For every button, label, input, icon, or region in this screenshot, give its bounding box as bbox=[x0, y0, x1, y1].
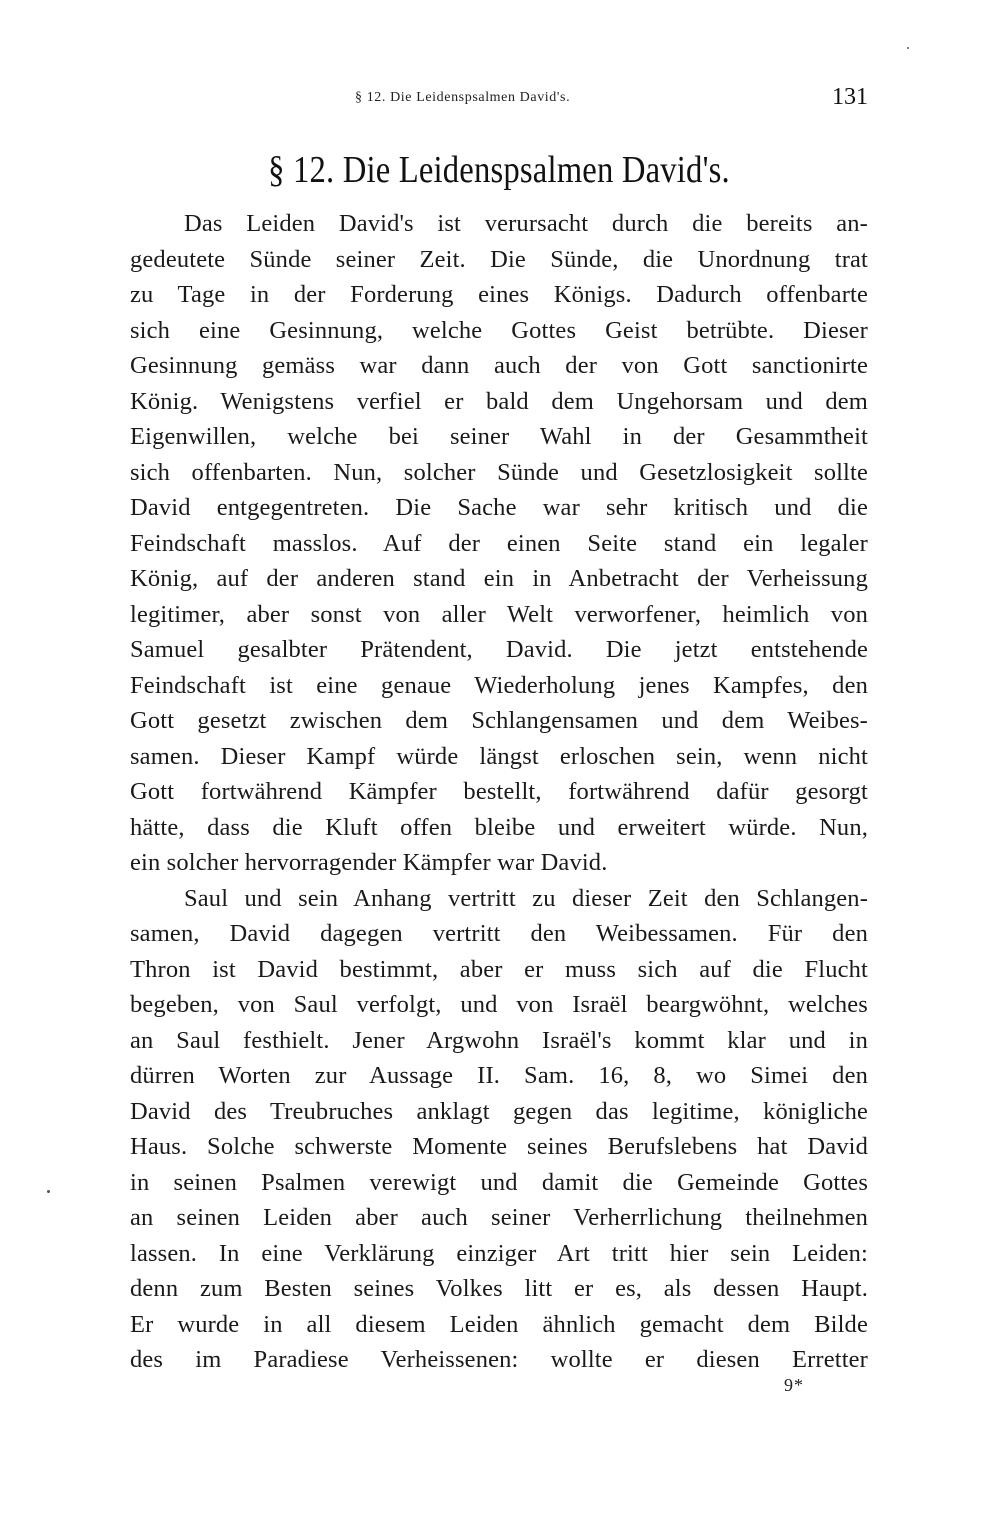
text-line: Er wurde in all diesem Leiden ähnlich gemacht dem Bilde bbox=[130, 1310, 868, 1338]
text-line: König, auf der anderen stand ein in Anbetracht der Verheissung bbox=[130, 565, 868, 592]
text-line: sich offenbarten. Nun, solcher Sünde und Gesetzlosigkeit sollte bbox=[130, 458, 868, 486]
page-number: 131 bbox=[832, 84, 868, 110]
text-line: ein solcher hervorragender Kämpfer war David. bbox=[130, 849, 608, 876]
ink-speck bbox=[907, 47, 909, 49]
text-line: David des Treubruches anklagt gegen das legitime, königliche bbox=[130, 1097, 868, 1125]
text-line: sich eine Gesinnung, welche Gottes Geist betrübte. Dieser bbox=[130, 316, 868, 344]
text-line: Samuel gesalbter Prätendent, David. Die jetzt entstehende bbox=[130, 636, 868, 663]
text-line: denn zum Besten seines Volkes litt er es, als dessen Haupt. bbox=[130, 1275, 868, 1302]
paragraph-2 bbox=[130, 881, 868, 1378]
text-line: hätte, dass die Kluft offen bleibe und erweitert würde. Nun, bbox=[130, 813, 868, 841]
text-line: Eigenwillen, welche bei seiner Wahl in der Gesammtheit bbox=[130, 423, 868, 450]
text-line: Feindschaft masslos. Auf der einen Seite stand ein legaler bbox=[130, 529, 868, 557]
signature-mark: 9* bbox=[784, 1375, 804, 1395]
text-line: an seinen Leiden aber auch seiner Verherrlichung theilnehmen bbox=[130, 1204, 868, 1231]
text-line: legitimer, aber sonst von aller Welt verworfener, heimlich von bbox=[130, 600, 868, 628]
text-line: Saul und sein Anhang vertritt zu dieser Zeit den Schlangen- bbox=[184, 884, 868, 912]
text-line: gedeutete Sünde seiner Zeit. Die Sünde, die Unordnung trat bbox=[130, 245, 868, 273]
running-head bbox=[130, 84, 868, 112]
text-line: König. Wenigstens verfiel er bald dem Ungehorsam und dem bbox=[130, 387, 868, 415]
text-line: Gesinnung gemäss war dann auch der von Gott sanctionirte bbox=[130, 352, 868, 379]
text-line: des im Paradiese Verheissenen: wollte er diesen Erretter bbox=[130, 1346, 868, 1373]
text-line: Thron ist David bestimmt, aber er muss sich auf die Flucht bbox=[130, 955, 868, 983]
text-line: Feindschaft ist eine genaue Wiederholung jenes Kampfes, den bbox=[130, 671, 868, 699]
text-line: David entgegentreten. Die Sache war sehr kritisch und die bbox=[130, 494, 868, 521]
text-line: Gott fortwährend Kämpfer bestellt, fortwährend dafür gesorgt bbox=[130, 778, 868, 805]
text-line: samen. Dieser Kampf würde längst erloschen sein, wenn nicht bbox=[130, 742, 868, 770]
text-line: an Saul festhielt. Jener Argwohn Israël's kommt klar und in bbox=[130, 1026, 868, 1054]
text-line: in seinen Psalmen verewigt und damit die Gemeinde Gottes bbox=[130, 1168, 868, 1196]
text-line: Das Leiden David's ist verursacht durch die bereits an- bbox=[184, 210, 868, 237]
body-text bbox=[130, 206, 868, 1378]
text-line: begeben, von Saul verfolgt, und von Israël beargwöhnt, welches bbox=[130, 991, 868, 1018]
ink-speck bbox=[47, 1190, 50, 1193]
text-line: samen, David dagegen vertritt den Weibessamen. Für den bbox=[130, 920, 868, 947]
text-line: lassen. In eine Verklärung einziger Art tritt hier sein Leiden: bbox=[130, 1239, 868, 1267]
chapter-title: § 12. Die Leidenspsalmen David's. bbox=[268, 149, 730, 191]
text-line: Gott gesetzt zwischen dem Schlangensamen und dem Weibes- bbox=[130, 707, 868, 734]
text-line: dürren Worten zur Aussage II. Sam. 16, 8, wo Simei den bbox=[130, 1062, 868, 1089]
running-title: § 12. Die Leidenspsalmen David's. bbox=[355, 90, 571, 105]
paragraph-1 bbox=[130, 206, 868, 881]
text-line: zu Tage in der Forderung eines Königs. Dadurch offenbarte bbox=[130, 281, 868, 308]
text-line: Haus. Solche schwerste Momente seines Berufslebens hat David bbox=[130, 1133, 868, 1160]
